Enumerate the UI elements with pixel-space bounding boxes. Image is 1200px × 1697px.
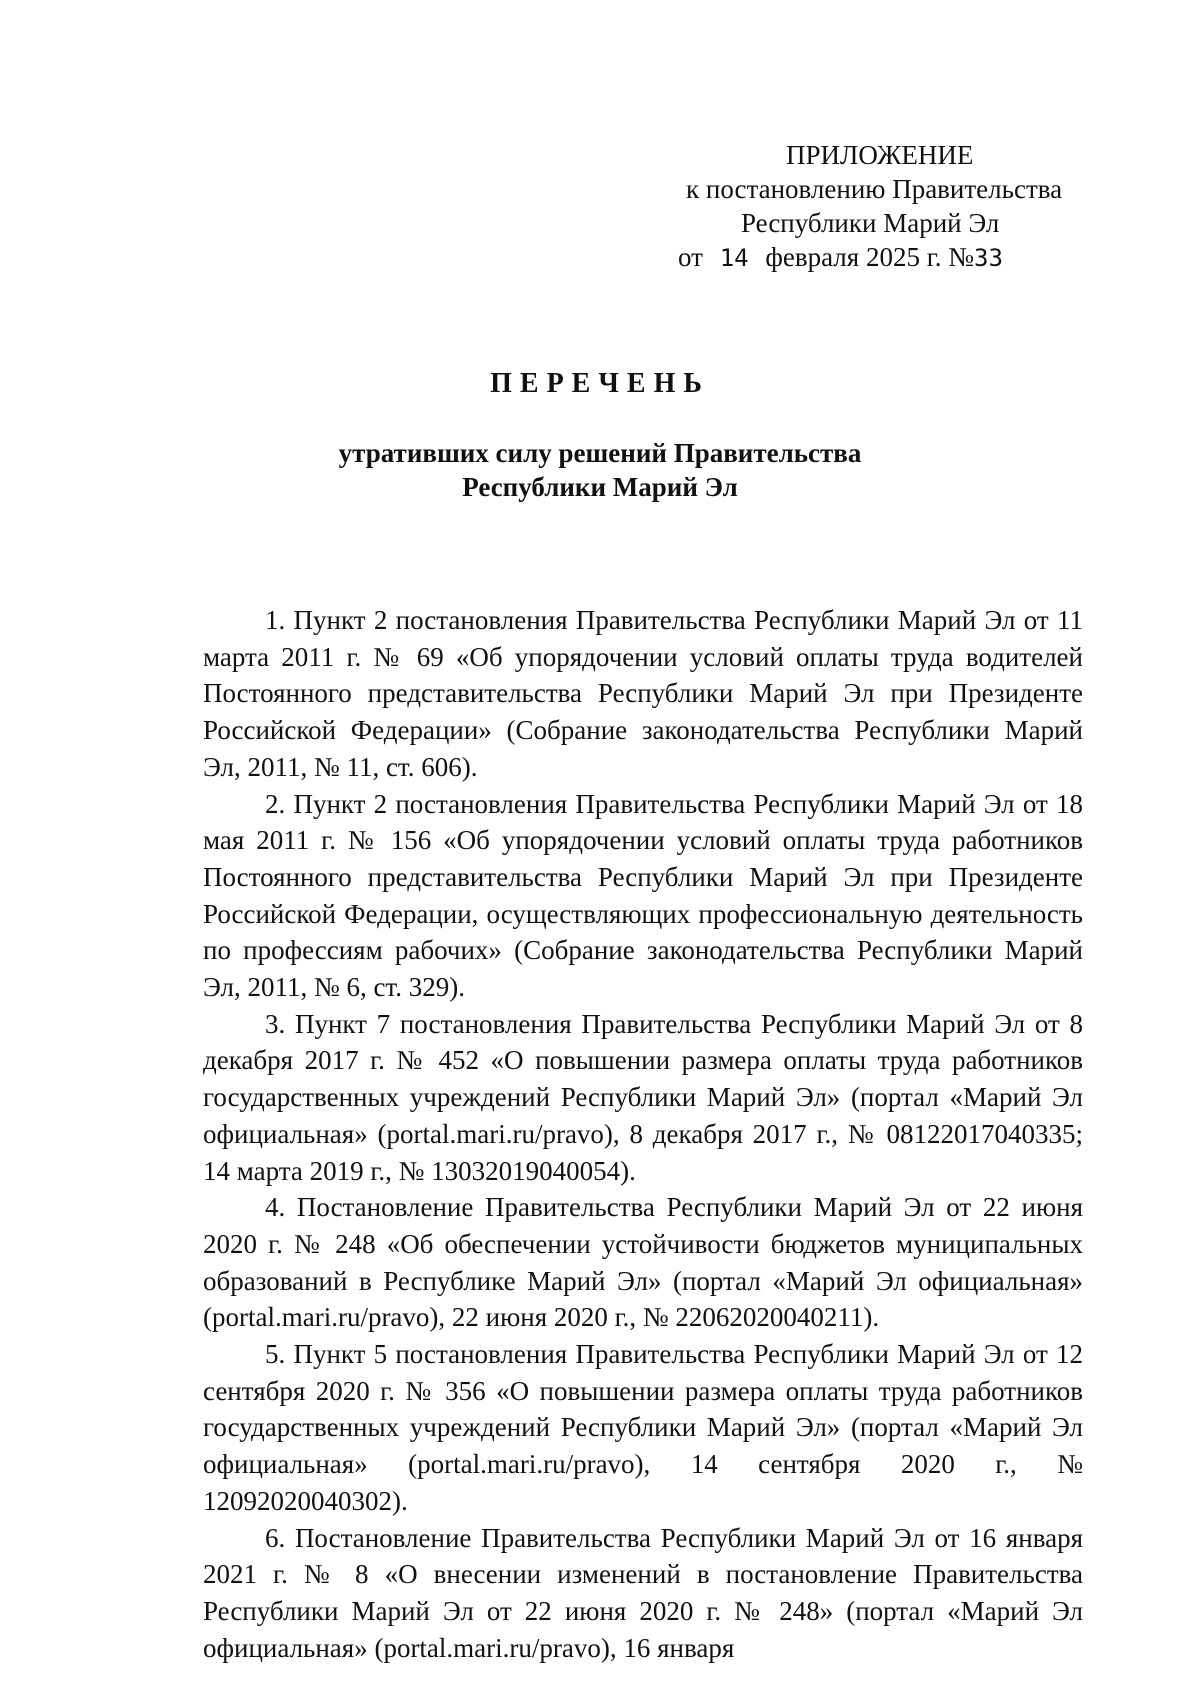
list-item: 1. Пункт 2 постановления Правительства Республики Марий Эл от 11 марта 2011 г. № 69 «Об упорядочении условий оплаты труда водителей Постоянного представительства Республики Марий Эл при Президенте Российской Федерации» (Собрание законодательства Республики Марий Эл, 2011, № 11, ст. 606).	[203, 605, 1083, 782]
resolution-number: 33	[974, 244, 1003, 272]
list-item: 3. Пункт 7 постановления Правительства Республики Марий Эл от 8 декабря 2017 г. № 452 «О повышении размера оплаты труда работников государственных учреждений Республики Марий Эл» (портал «Марий Эл официальная» (portal.mari.ru/pravo), 8 декабря 2017 г., № 08122017040335; 14 марта 2019 г., № 13032019040054).	[203, 1008, 1083, 1186]
appendix-date-line	[640, 240, 1100, 275]
subheading-line-1: утративших силу решений Правительства	[338, 438, 862, 468]
list-item: 5. Пункт 5 постановления Правительства Республики Марий Эл от 12 сентября 2020 г. № 356 «О повышении размера оплаты труда работников государственных учреждений Республики Марий Эл» (портал «Марий Эл официальная» (portal.mari.ru/pravo), 14 сентября 2020 г., № 12092020040302).	[203, 1339, 1083, 1516]
date-rest: февраля 2025 г. №	[765, 242, 974, 272]
appendix-line-2: Республики Марий Эл	[741, 208, 1000, 238]
date-day: 14	[719, 244, 749, 272]
appendix-block	[640, 138, 1100, 275]
date-prefix: от	[678, 242, 703, 272]
document-heading: ПЕРЕЧЕНЬ	[490, 368, 710, 399]
subheading-line-2: Республики Марий Эл	[462, 472, 738, 502]
repealed-decisions-list	[203, 602, 1083, 1666]
list-item: 2. Пункт 2 постановления Правительства Республики Марий Эл от 18 мая 2011 г. № 156 «Об упорядочении условий оплаты труда работников Постоянного представительства Республики Марий Эл при Президенте Российской Федерации, осуществляющих профессиональную деятельность по профессиям рабочих» (Собрание законодательства Республики Марий Эл, 2011, № 6, ст. 329).	[203, 788, 1083, 1003]
list-item: 4. Постановление Правительства Республики Марий Эл от 22 июня 2020 г. № 248 «Об обеспечении устойчивости бюджетов муниципальных образований в Республике Марий Эл» (портал «Марий Эл официальная» (portal.mari.ru/pravo), 22 июня 2020 г., № 22062020040211).	[203, 1192, 1083, 1333]
appendix-title: ПРИЛОЖЕНИЕ	[786, 140, 974, 170]
appendix-line-1: к постановлению Правительства	[686, 174, 1063, 204]
list-item: 6. Постановление Правительства Республики Марий Эл от 16 января 2021 г. № 8 «О внесении изменений в постановление Правительства Республики Марий Эл от 22 июня 2020 г. № 248» (портал «Марий Эл официальная» (portal.mari.ru/pravo), 16 января	[203, 1522, 1083, 1663]
document-subheading	[0, 436, 1200, 504]
